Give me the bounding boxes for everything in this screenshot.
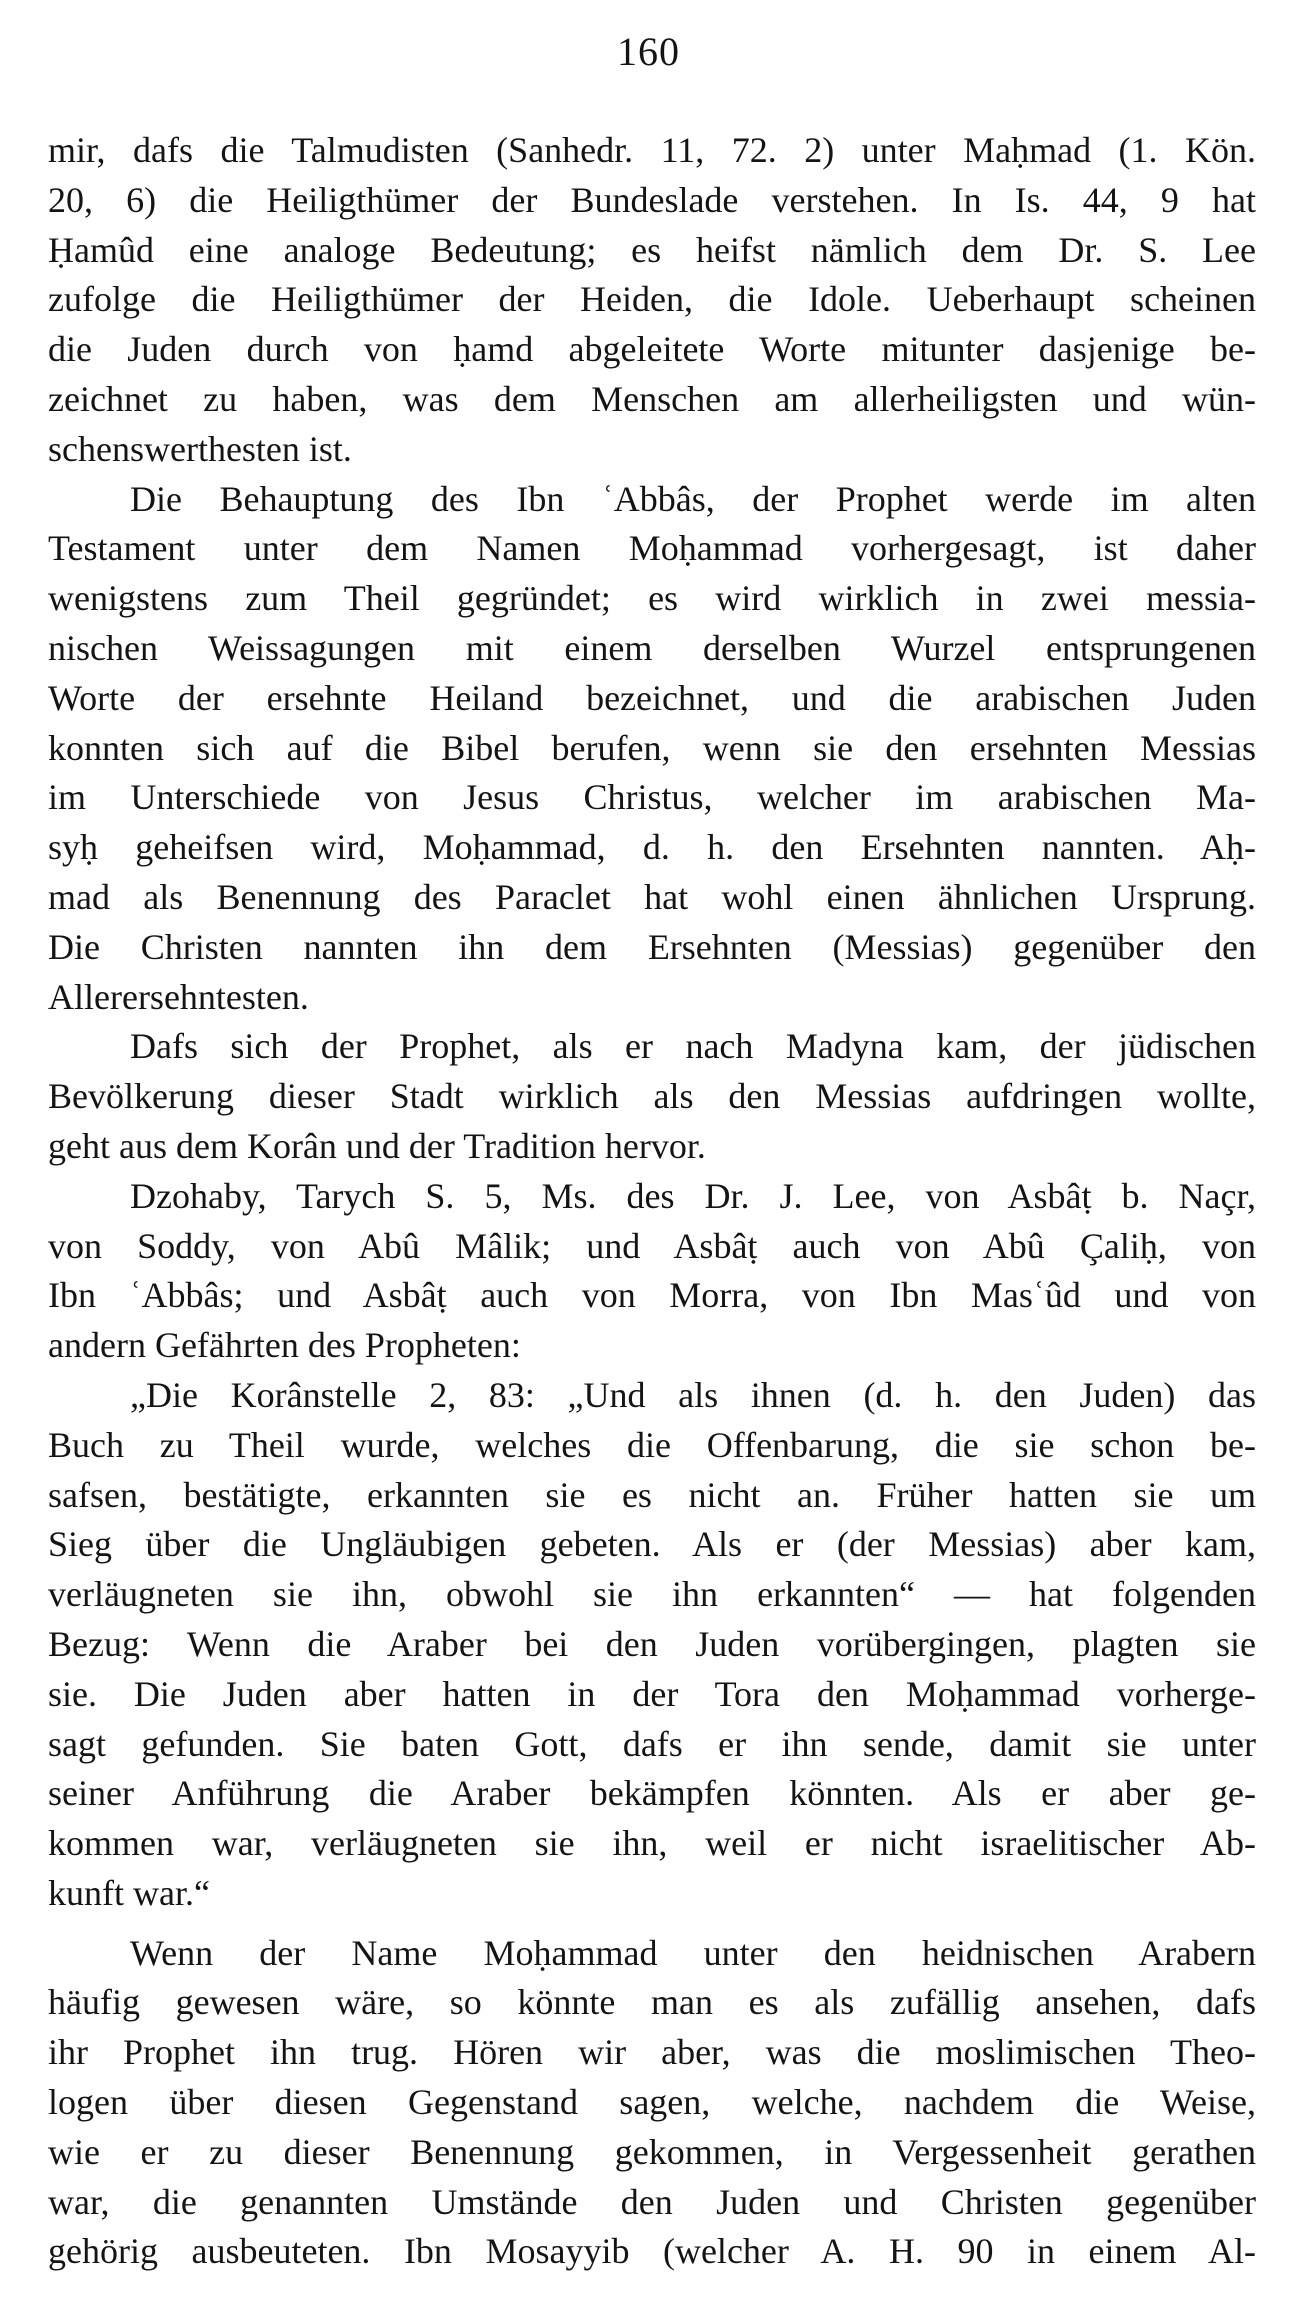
text-line: Bevölkerung dieser Stadt wirklich als den Messias aufdringen wollte, xyxy=(48,1076,1256,1117)
text-line: mir, dafs die Talmudisten (Sanhedr. 11, 72. 2) unter Maḥmad (1. Kön. xyxy=(48,130,1256,170)
text-line: verläugneten sie ihn, obwohl sie ihn erkannten“ — hat folgenden xyxy=(48,1574,1256,1615)
text-line: kommen war, verläugneten sie ihn, weil er nicht israelitischer Ab- xyxy=(48,1823,1256,1864)
text-line: war, die genannten Umstände den Juden und Christen gegenüber xyxy=(48,2181,1256,2222)
text-line: sagt gefunden. Sie baten Gott, dafs er ihn sende, damit sie unter xyxy=(48,1723,1256,1764)
text-line: von Soddy, von Abû Mâlik; und Asbâṭ auch von Abû Çaliḥ, von xyxy=(48,1225,1256,1266)
text-line: häufig gewesen wäre, so könnte man es als zufällig ansehen, dafs xyxy=(48,1982,1256,2023)
text-line: safsen, bestätigte, erkannten sie es nicht an. Früher hatten sie um xyxy=(48,1474,1256,1515)
text-line: wenigstens zum Theil gegründet; es wird wirklich in zwei messia- xyxy=(48,578,1256,619)
text-line: Buch zu Theil wurde, welches die Offenbarung, die sie schon be- xyxy=(48,1424,1256,1465)
text-line: Bezug: Wenn die Araber bei den Juden vorübergingen, plagten sie xyxy=(48,1623,1256,1664)
text-line: ihr Prophet ihn trug. Hören wir aber, was die moslimischen Theo- xyxy=(48,2032,1256,2073)
text-line: die Juden durch von ḥamd abgeleitete Worte mitunter dasjenige be- xyxy=(48,329,1256,370)
text-line: zufolge die Heiligthümer der Heiden, die Idole. Ueberhaupt scheinen xyxy=(48,279,1256,320)
text-line: schenswerthesten ist. xyxy=(48,428,352,469)
text-line: Die Christen nannten ihn dem Ersehnten (Messias) gegenüber den xyxy=(48,926,1256,967)
text-line: gehörig ausbeuteten. Ibn Mosayyib (welcher A. H. 90 in einem Al- xyxy=(48,2231,1256,2272)
text-line: Ibn ʿAbbâs; und Asbâṭ auch von Morra, von Ibn Masʿûd und von xyxy=(48,1275,1256,1316)
text-line: kunft war.“ xyxy=(48,1872,210,1913)
text-line: Ḥamûd eine analoge Bedeutung; es heifst nämlich dem Dr. S. Lee xyxy=(48,229,1256,270)
text-line: Sieg über die Ungläubigen gebeten. Als er (der Messias) aber kam, xyxy=(48,1524,1256,1565)
text-line: geht aus dem Korân und der Tradition hervor. xyxy=(48,1125,706,1166)
text-line: seiner Anführung die Araber bekämpfen könnten. Als er aber ge- xyxy=(48,1773,1256,1814)
page-number: 160 xyxy=(617,29,680,74)
text-line: andern Gefährten des Propheten: xyxy=(48,1325,521,1366)
quote-first-line: „Die Korânstelle 2, 83: „Und als ihnen (d. h. den Juden) das xyxy=(130,1374,1256,1415)
text-line: logen über diesen Gegenstand sagen, welche, nachdem die Weise, xyxy=(48,2082,1256,2123)
text-line: sie. Die Juden aber hatten in der Tora den Moḥammad vorherge- xyxy=(48,1673,1256,1714)
text-line: syḥ geheifsen wird, Moḥammad, d. h. den Ersehnten nannten. Aḥ- xyxy=(48,827,1256,868)
text-line: Testament unter dem Namen Moḥammad vorhergesagt, ist daher xyxy=(48,528,1256,569)
text-line: 20, 6) die Heiligthümer der Bundeslade verstehen. In Is. 44, 9 hat xyxy=(48,179,1256,220)
paragraph-first-line: Wenn der Name Moḥammad unter den heidnischen Arabern xyxy=(130,1932,1256,1973)
text-line: Allerersehntesten. xyxy=(48,976,309,1017)
text-line: zeichnet zu haben, was dem Menschen am allerheiligsten und wün- xyxy=(48,378,1256,419)
text-line: konnten sich auf die Bibel berufen, wenn sie den ersehnten Messias xyxy=(48,727,1256,768)
body-text xyxy=(48,126,1256,2277)
text-line: nischen Weissagungen mit einem derselben Wurzel entsprungenen xyxy=(48,627,1256,668)
text-line: mad als Benennung des Paraclet hat wohl einen ähnlichen Ursprung. xyxy=(48,876,1256,917)
text-line: Worte der ersehnte Heiland bezeichnet, und die arabischen Juden xyxy=(48,677,1256,718)
text-line: im Unterschiede von Jesus Christus, welcher im arabischen Ma- xyxy=(48,777,1256,818)
paragraph-first-line: Die Behauptung des Ibn ʿAbbâs, der Prophet werde im alten xyxy=(130,478,1256,519)
paragraph-first-line: Dafs sich der Prophet, als er nach Madyna kam, der jüdischen xyxy=(130,1026,1256,1067)
paragraph-first-line: Dzohaby, Tarych S. 5, Ms. des Dr. J. Lee, von Asbâṭ b. Naçr, xyxy=(130,1175,1256,1216)
text-line: wie er zu dieser Benennung gekommen, in Vergessenheit gerathen xyxy=(48,2131,1256,2172)
